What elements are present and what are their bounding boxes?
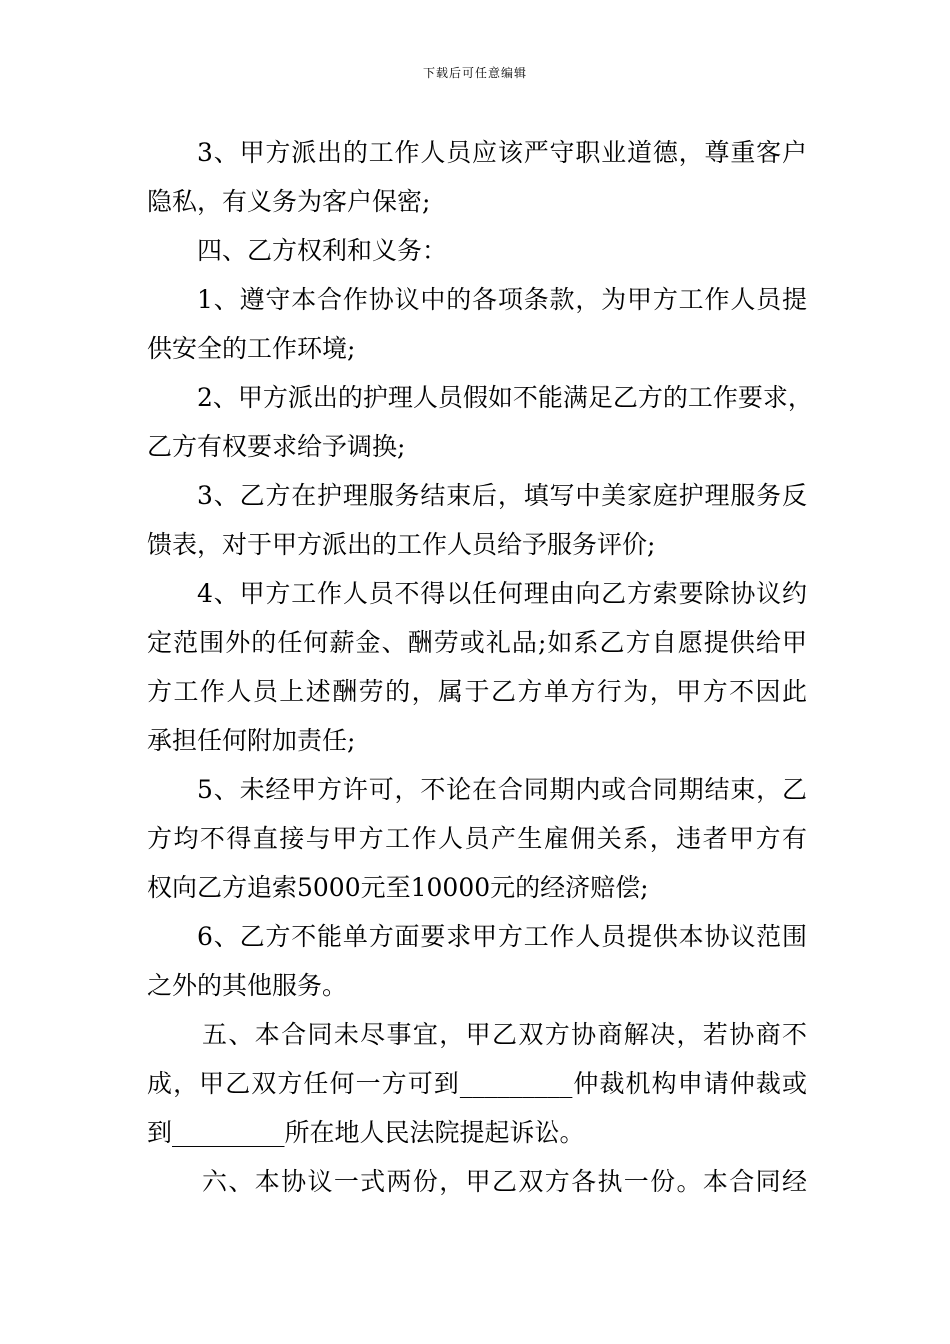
- text-line: 定范围外的任何薪金、酬劳或礼品;如系乙方自愿提供给甲: [147, 628, 807, 657]
- text-line: 1、遵守本合作协议中的各项条款，为甲方工作人员提: [197, 285, 807, 314]
- section-heading: 五、本合同未尽事宜，甲乙双方协商解决，若协商不: [202, 1020, 807, 1049]
- text-line: 4、甲方工作人员不得以任何理由向乙方索要除协议约: [197, 579, 807, 608]
- text-line: 2、甲方派出的护理人员假如不能满足乙方的工作要求，: [197, 383, 813, 412]
- document-body: [147, 128, 813, 1206]
- text-line: 馈表，对于甲方派出的工作人员给予服务评价;: [147, 530, 656, 559]
- section-heading: 四、乙方权利和义务：: [197, 236, 448, 265]
- text-line: 5、未经甲方许可，不论在合同期内或合同期结束，乙: [197, 775, 807, 804]
- text-line: 权向乙方追索5000元至10000元的经济赔偿;: [147, 873, 649, 902]
- text-line: 隐私，有义务为客户保密;: [147, 187, 431, 216]
- page-header-note: 下载后可任意编辑: [422, 66, 527, 80]
- text-line: 3、乙方在护理服务结束后，填写中美家庭护理服务反: [197, 481, 807, 510]
- text-line: 承担任何附加责任;: [147, 726, 356, 755]
- text-line: 乙方有权要求给予调换;: [147, 432, 406, 461]
- text-line: 供安全的工作环境;: [147, 334, 356, 363]
- text-line: 3、甲方派出的工作人员应该严守职业道德，尊重客户: [197, 138, 807, 167]
- text-line: 方工作人员上述酬劳的，属于乙方单方行为，甲方不因此: [147, 677, 807, 706]
- text-line: 到_________所在地人民法院提起诉讼。: [147, 1118, 585, 1147]
- text-line: 之外的其他服务。: [147, 971, 348, 1000]
- text-line: 方均不得直接与甲方工作人员产生雇佣关系，违者甲方有: [147, 824, 807, 853]
- section-heading: 六、本协议一式两份，甲乙双方各执一份。本合同经: [202, 1167, 807, 1196]
- text-line: 6、乙方不能单方面要求甲方工作人员提供本协议范围: [197, 922, 807, 951]
- text-line: 成，甲乙双方任何一方可到_________仲裁机构申请仲裁或: [147, 1069, 807, 1098]
